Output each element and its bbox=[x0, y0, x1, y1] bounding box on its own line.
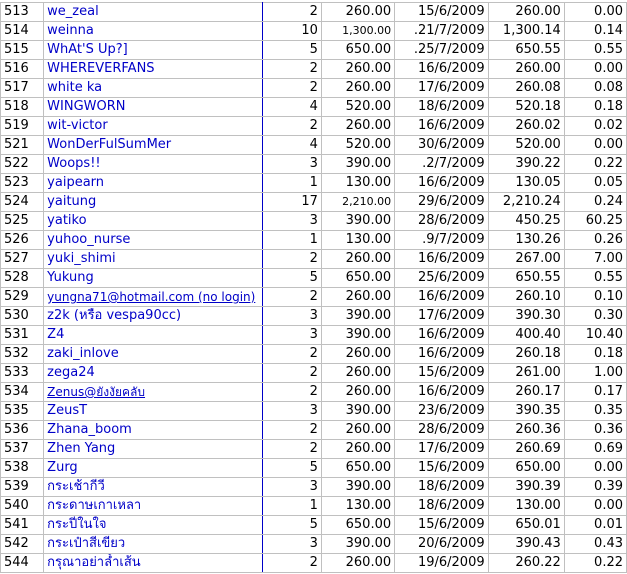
name-cell[interactable]: yuki_shimi bbox=[44, 250, 262, 269]
row-number-cell[interactable]: 522 bbox=[1, 155, 44, 174]
name-cell[interactable]: yatiko bbox=[44, 212, 262, 231]
amount-cell[interactable]: 520.00 bbox=[321, 136, 394, 155]
quantity-cell[interactable]: 3 bbox=[262, 326, 321, 345]
quantity-cell[interactable]: 10 bbox=[262, 22, 321, 41]
table-row bbox=[1, 459, 627, 478]
quantity-cell[interactable]: 2 bbox=[262, 554, 321, 573]
date-cell[interactable]: 25/6/2009 bbox=[395, 269, 488, 288]
difference-cell[interactable]: 10.40 bbox=[564, 326, 626, 345]
quantity-cell[interactable]: 5 bbox=[262, 269, 321, 288]
table-row bbox=[1, 136, 627, 155]
date-cell[interactable]: 20/6/2009 bbox=[395, 535, 488, 554]
date-cell[interactable]: 16/6/2009 bbox=[395, 174, 488, 193]
difference-cell[interactable]: 0.26 bbox=[564, 231, 626, 250]
quantity-cell[interactable]: 5 bbox=[262, 459, 321, 478]
row-number-cell[interactable]: 534 bbox=[1, 383, 44, 402]
spreadsheet-grid bbox=[0, 2, 627, 573]
name-cell[interactable]: กระดาษเกาเหลา bbox=[44, 497, 262, 516]
paid-cell[interactable]: 1,300.14 bbox=[488, 22, 564, 41]
paid-cell[interactable]: 390.30 bbox=[488, 307, 564, 326]
paid-cell[interactable]: 520.18 bbox=[488, 98, 564, 117]
difference-cell[interactable]: 0.02 bbox=[564, 117, 626, 136]
quantity-cell[interactable]: 3 bbox=[262, 307, 321, 326]
name-cell[interactable]: Z4 bbox=[44, 326, 262, 345]
row-number-cell[interactable]: 518 bbox=[1, 98, 44, 117]
date-cell[interactable]: 16/6/2009 bbox=[395, 288, 488, 307]
date-cell[interactable]: 29/6/2009 bbox=[395, 193, 488, 212]
table-row bbox=[1, 288, 627, 307]
amount-cell[interactable]: 130.00 bbox=[321, 174, 394, 193]
row-number-cell[interactable]: 542 bbox=[1, 535, 44, 554]
quantity-cell[interactable]: 2 bbox=[262, 421, 321, 440]
table-row bbox=[1, 421, 627, 440]
table-row bbox=[1, 117, 627, 136]
difference-cell[interactable]: 0.55 bbox=[564, 269, 626, 288]
row-number-cell[interactable]: 514 bbox=[1, 22, 44, 41]
paid-cell[interactable]: 260.18 bbox=[488, 345, 564, 364]
quantity-cell[interactable]: 3 bbox=[262, 402, 321, 421]
amount-cell[interactable]: 2,210.00 bbox=[321, 193, 394, 212]
paid-cell[interactable]: 260.36 bbox=[488, 421, 564, 440]
row-number-cell[interactable]: 535 bbox=[1, 402, 44, 421]
name-cell[interactable]: WHEREVERFANS bbox=[44, 60, 262, 79]
quantity-cell[interactable]: 3 bbox=[262, 478, 321, 497]
table-row bbox=[1, 98, 627, 117]
paid-cell[interactable]: 260.02 bbox=[488, 117, 564, 136]
row-number-cell[interactable]: 537 bbox=[1, 440, 44, 459]
row-number-cell[interactable]: 519 bbox=[1, 117, 44, 136]
table-row bbox=[1, 269, 627, 288]
amount-cell[interactable]: 650.00 bbox=[321, 516, 394, 535]
name-cell[interactable]: ZeusT bbox=[44, 402, 262, 421]
row-number-cell[interactable]: 525 bbox=[1, 212, 44, 231]
date-cell[interactable]: 28/6/2009 bbox=[395, 212, 488, 231]
paid-cell[interactable]: 650.55 bbox=[488, 41, 564, 60]
name-cell[interactable]: wit-victor bbox=[44, 117, 262, 136]
paid-cell[interactable]: 261.00 bbox=[488, 364, 564, 383]
name-cell[interactable]: yungna71@hotmail.com (no login) bbox=[44, 288, 262, 307]
amount-cell[interactable]: 260.00 bbox=[321, 117, 394, 136]
table-row bbox=[1, 497, 627, 516]
table-row bbox=[1, 383, 627, 402]
difference-cell[interactable]: 0.18 bbox=[564, 345, 626, 364]
difference-cell[interactable]: 0.08 bbox=[564, 79, 626, 98]
name-cell[interactable]: white ka bbox=[44, 79, 262, 98]
difference-cell[interactable]: 0.35 bbox=[564, 402, 626, 421]
amount-cell[interactable]: 260.00 bbox=[321, 421, 394, 440]
date-cell[interactable]: 30/6/2009 bbox=[395, 136, 488, 155]
table-row bbox=[1, 440, 627, 459]
table-row bbox=[1, 41, 627, 60]
date-cell[interactable]: 23/6/2009 bbox=[395, 402, 488, 421]
row-number-cell[interactable]: 530 bbox=[1, 307, 44, 326]
difference-cell[interactable]: 0.00 bbox=[564, 136, 626, 155]
paid-cell[interactable]: 130.26 bbox=[488, 231, 564, 250]
quantity-cell[interactable]: 2 bbox=[262, 250, 321, 269]
amount-cell[interactable]: 260.00 bbox=[321, 440, 394, 459]
row-number-cell[interactable]: 533 bbox=[1, 364, 44, 383]
paid-cell[interactable]: 650.55 bbox=[488, 269, 564, 288]
table-row bbox=[1, 212, 627, 231]
difference-cell[interactable]: 0.43 bbox=[564, 535, 626, 554]
difference-cell[interactable]: 0.00 bbox=[564, 60, 626, 79]
row-number-cell[interactable]: 513 bbox=[1, 3, 44, 22]
date-cell[interactable]: 16/6/2009 bbox=[395, 60, 488, 79]
quantity-cell[interactable]: 2 bbox=[262, 79, 321, 98]
name-cell[interactable]: กระปี่ในใจ bbox=[44, 516, 262, 535]
date-cell[interactable]: 15/6/2009 bbox=[395, 3, 488, 22]
row-number-cell[interactable]: 526 bbox=[1, 231, 44, 250]
date-cell[interactable]: 17/6/2009 bbox=[395, 79, 488, 98]
row-number-cell[interactable]: 517 bbox=[1, 79, 44, 98]
amount-cell[interactable]: 260.00 bbox=[321, 60, 394, 79]
difference-cell[interactable]: 0.55 bbox=[564, 41, 626, 60]
paid-cell[interactable]: 260.69 bbox=[488, 440, 564, 459]
paid-cell[interactable]: 390.39 bbox=[488, 478, 564, 497]
table-row bbox=[1, 307, 627, 326]
table-row bbox=[1, 554, 627, 573]
difference-cell[interactable]: 0.18 bbox=[564, 98, 626, 117]
quantity-cell[interactable]: 1 bbox=[262, 231, 321, 250]
row-number-cell[interactable]: 538 bbox=[1, 459, 44, 478]
difference-cell[interactable]: 1.00 bbox=[564, 364, 626, 383]
row-number-cell[interactable]: 523 bbox=[1, 174, 44, 193]
quantity-cell[interactable]: 4 bbox=[262, 136, 321, 155]
amount-cell[interactable]: 650.00 bbox=[321, 269, 394, 288]
name-cell[interactable]: WonDerFulSumMer bbox=[44, 136, 262, 155]
paid-cell[interactable]: 520.00 bbox=[488, 136, 564, 155]
row-number-cell[interactable]: 515 bbox=[1, 41, 44, 60]
amount-cell[interactable]: 260.00 bbox=[321, 79, 394, 98]
name-cell[interactable]: zega24 bbox=[44, 364, 262, 383]
row-number-cell[interactable]: 516 bbox=[1, 60, 44, 79]
quantity-cell[interactable]: 5 bbox=[262, 41, 321, 60]
paid-cell[interactable]: 390.35 bbox=[488, 402, 564, 421]
amount-cell[interactable]: 130.00 bbox=[321, 497, 394, 516]
difference-cell[interactable]: 0.05 bbox=[564, 174, 626, 193]
paid-cell[interactable]: 650.01 bbox=[488, 516, 564, 535]
paid-cell[interactable]: 260.08 bbox=[488, 79, 564, 98]
date-cell[interactable]: 18/6/2009 bbox=[395, 478, 488, 497]
quantity-cell[interactable]: 2 bbox=[262, 60, 321, 79]
amount-cell[interactable]: 260.00 bbox=[321, 288, 394, 307]
difference-cell[interactable]: 0.00 bbox=[564, 3, 626, 22]
name-cell[interactable]: WhAt'S Up?] bbox=[44, 41, 262, 60]
paid-cell[interactable]: 130.05 bbox=[488, 174, 564, 193]
quantity-cell[interactable]: 1 bbox=[262, 497, 321, 516]
difference-cell[interactable]: 0.00 bbox=[564, 459, 626, 478]
quantity-cell[interactable]: 4 bbox=[262, 98, 321, 117]
date-cell[interactable]: .21/7/2009 bbox=[395, 22, 488, 41]
date-cell[interactable]: 16/6/2009 bbox=[395, 345, 488, 364]
paid-cell[interactable]: 260.00 bbox=[488, 60, 564, 79]
difference-cell[interactable]: 0.22 bbox=[564, 554, 626, 573]
name-cell[interactable]: we_zeal bbox=[44, 3, 262, 22]
amount-cell[interactable]: 260.00 bbox=[321, 383, 394, 402]
date-cell[interactable]: .2/7/2009 bbox=[395, 155, 488, 174]
name-cell[interactable]: z2k (หรือ vespa90cc) bbox=[44, 307, 262, 326]
amount-cell[interactable]: 390.00 bbox=[321, 326, 394, 345]
row-number-cell[interactable]: 528 bbox=[1, 269, 44, 288]
paid-cell[interactable]: 260.00 bbox=[488, 3, 564, 22]
row-number-cell[interactable]: 536 bbox=[1, 421, 44, 440]
table-row bbox=[1, 326, 627, 345]
amount-cell[interactable]: 390.00 bbox=[321, 155, 394, 174]
date-cell[interactable]: 18/6/2009 bbox=[395, 98, 488, 117]
amount-cell[interactable]: 260.00 bbox=[321, 345, 394, 364]
row-number-cell[interactable]: 531 bbox=[1, 326, 44, 345]
row-number-cell[interactable]: 544 bbox=[1, 554, 44, 573]
amount-cell[interactable]: 260.00 bbox=[321, 554, 394, 573]
date-cell[interactable]: 15/6/2009 bbox=[395, 364, 488, 383]
difference-cell[interactable]: 0.36 bbox=[564, 421, 626, 440]
amount-cell[interactable]: 390.00 bbox=[321, 535, 394, 554]
row-number-cell[interactable]: 540 bbox=[1, 497, 44, 516]
quantity-cell[interactable]: 5 bbox=[262, 516, 321, 535]
paid-cell[interactable]: 390.43 bbox=[488, 535, 564, 554]
table-row bbox=[1, 516, 627, 535]
difference-cell[interactable]: 0.30 bbox=[564, 307, 626, 326]
paid-cell[interactable]: 130.00 bbox=[488, 497, 564, 516]
difference-cell[interactable]: 0.00 bbox=[564, 497, 626, 516]
amount-cell[interactable]: 260.00 bbox=[321, 250, 394, 269]
paid-cell[interactable]: 267.00 bbox=[488, 250, 564, 269]
name-cell[interactable]: Zenus@ยังงัยคลับ bbox=[44, 383, 262, 402]
paid-cell[interactable]: 2,210.24 bbox=[488, 193, 564, 212]
quantity-cell[interactable]: 2 bbox=[262, 440, 321, 459]
difference-cell[interactable]: 0.01 bbox=[564, 516, 626, 535]
name-cell[interactable]: Zhen Yang bbox=[44, 440, 262, 459]
quantity-cell[interactable]: 2 bbox=[262, 3, 321, 22]
difference-cell[interactable]: 0.10 bbox=[564, 288, 626, 307]
date-cell[interactable]: 18/6/2009 bbox=[395, 497, 488, 516]
table-row bbox=[1, 22, 627, 41]
quantity-cell[interactable]: 2 bbox=[262, 117, 321, 136]
table-row bbox=[1, 193, 627, 212]
name-cell[interactable]: zaki_inlove bbox=[44, 345, 262, 364]
amount-cell[interactable]: 130.00 bbox=[321, 231, 394, 250]
name-cell[interactable]: Zurg bbox=[44, 459, 262, 478]
date-cell[interactable]: 16/6/2009 bbox=[395, 250, 488, 269]
name-cell[interactable]: Woops!! bbox=[44, 155, 262, 174]
table-row bbox=[1, 364, 627, 383]
row-number-cell[interactable]: 529 bbox=[1, 288, 44, 307]
spreadsheet-body bbox=[1, 3, 627, 573]
amount-cell[interactable]: 260.00 bbox=[321, 3, 394, 22]
date-cell[interactable]: 16/6/2009 bbox=[395, 117, 488, 136]
row-number-cell[interactable]: 527 bbox=[1, 250, 44, 269]
quantity-cell[interactable]: 2 bbox=[262, 345, 321, 364]
date-cell[interactable]: 15/6/2009 bbox=[395, 459, 488, 478]
table-row bbox=[1, 345, 627, 364]
amount-cell[interactable]: 390.00 bbox=[321, 212, 394, 231]
amount-cell[interactable]: 650.00 bbox=[321, 459, 394, 478]
row-number-cell[interactable]: 524 bbox=[1, 193, 44, 212]
quantity-cell[interactable]: 2 bbox=[262, 288, 321, 307]
amount-cell[interactable]: 390.00 bbox=[321, 402, 394, 421]
name-cell[interactable]: WINGWORN bbox=[44, 98, 262, 117]
difference-cell[interactable]: 0.14 bbox=[564, 22, 626, 41]
name-cell[interactable]: กระเป๋าสีเขียว bbox=[44, 535, 262, 554]
table-row bbox=[1, 3, 627, 22]
amount-cell[interactable]: 520.00 bbox=[321, 98, 394, 117]
table-row bbox=[1, 79, 627, 98]
row-number-cell[interactable]: 521 bbox=[1, 136, 44, 155]
difference-cell[interactable]: 60.25 bbox=[564, 212, 626, 231]
amount-cell[interactable]: 390.00 bbox=[321, 478, 394, 497]
date-cell[interactable]: .25/7/2009 bbox=[395, 41, 488, 60]
difference-cell[interactable]: 0.24 bbox=[564, 193, 626, 212]
paid-cell[interactable]: 650.00 bbox=[488, 459, 564, 478]
row-number-cell[interactable]: 539 bbox=[1, 478, 44, 497]
date-cell[interactable]: .9/7/2009 bbox=[395, 231, 488, 250]
name-cell[interactable]: yuhoo_nurse bbox=[44, 231, 262, 250]
row-number-cell[interactable]: 541 bbox=[1, 516, 44, 535]
paid-cell[interactable]: 400.40 bbox=[488, 326, 564, 345]
table-row bbox=[1, 60, 627, 79]
table-row bbox=[1, 402, 627, 421]
date-cell[interactable]: 19/6/2009 bbox=[395, 554, 488, 573]
paid-cell[interactable]: 390.22 bbox=[488, 155, 564, 174]
paid-cell[interactable]: 260.22 bbox=[488, 554, 564, 573]
date-cell[interactable]: 16/6/2009 bbox=[395, 326, 488, 345]
difference-cell[interactable]: 0.17 bbox=[564, 383, 626, 402]
quantity-cell[interactable]: 3 bbox=[262, 535, 321, 554]
quantity-cell[interactable]: 3 bbox=[262, 155, 321, 174]
quantity-cell[interactable]: 2 bbox=[262, 383, 321, 402]
table-row bbox=[1, 535, 627, 554]
table-row bbox=[1, 250, 627, 269]
date-cell[interactable]: 28/6/2009 bbox=[395, 421, 488, 440]
paid-cell[interactable]: 260.17 bbox=[488, 383, 564, 402]
table-row bbox=[1, 155, 627, 174]
difference-cell[interactable]: 7.00 bbox=[564, 250, 626, 269]
row-number-cell[interactable]: 532 bbox=[1, 345, 44, 364]
table-row bbox=[1, 174, 627, 193]
amount-cell[interactable]: 650.00 bbox=[321, 41, 394, 60]
table-row bbox=[1, 231, 627, 250]
amount-cell[interactable]: 260.00 bbox=[321, 364, 394, 383]
name-cell[interactable]: weinna bbox=[44, 22, 262, 41]
name-cell[interactable]: yaitung bbox=[44, 193, 262, 212]
name-cell[interactable]: กระเช้ากีวี bbox=[44, 478, 262, 497]
name-cell[interactable]: Yukung bbox=[44, 269, 262, 288]
quantity-cell[interactable]: 1 bbox=[262, 174, 321, 193]
date-cell[interactable]: 17/6/2009 bbox=[395, 307, 488, 326]
paid-cell[interactable]: 260.10 bbox=[488, 288, 564, 307]
difference-cell[interactable]: 0.39 bbox=[564, 478, 626, 497]
table-row bbox=[1, 478, 627, 497]
amount-cell[interactable]: 1,300.00 bbox=[321, 22, 394, 41]
date-cell[interactable]: 16/6/2009 bbox=[395, 383, 488, 402]
name-cell[interactable]: กรุณาอย่าล้ำเส้น bbox=[44, 554, 262, 573]
quantity-cell[interactable]: 17 bbox=[262, 193, 321, 212]
paid-cell[interactable]: 450.25 bbox=[488, 212, 564, 231]
date-cell[interactable]: 15/6/2009 bbox=[395, 516, 488, 535]
amount-cell[interactable]: 390.00 bbox=[321, 307, 394, 326]
name-cell[interactable]: yaipearn bbox=[44, 174, 262, 193]
difference-cell[interactable]: 0.22 bbox=[564, 155, 626, 174]
difference-cell[interactable]: 0.69 bbox=[564, 440, 626, 459]
date-cell[interactable]: 17/6/2009 bbox=[395, 440, 488, 459]
quantity-cell[interactable]: 3 bbox=[262, 212, 321, 231]
quantity-cell[interactable]: 2 bbox=[262, 364, 321, 383]
name-cell[interactable]: Zhana_boom bbox=[44, 421, 262, 440]
